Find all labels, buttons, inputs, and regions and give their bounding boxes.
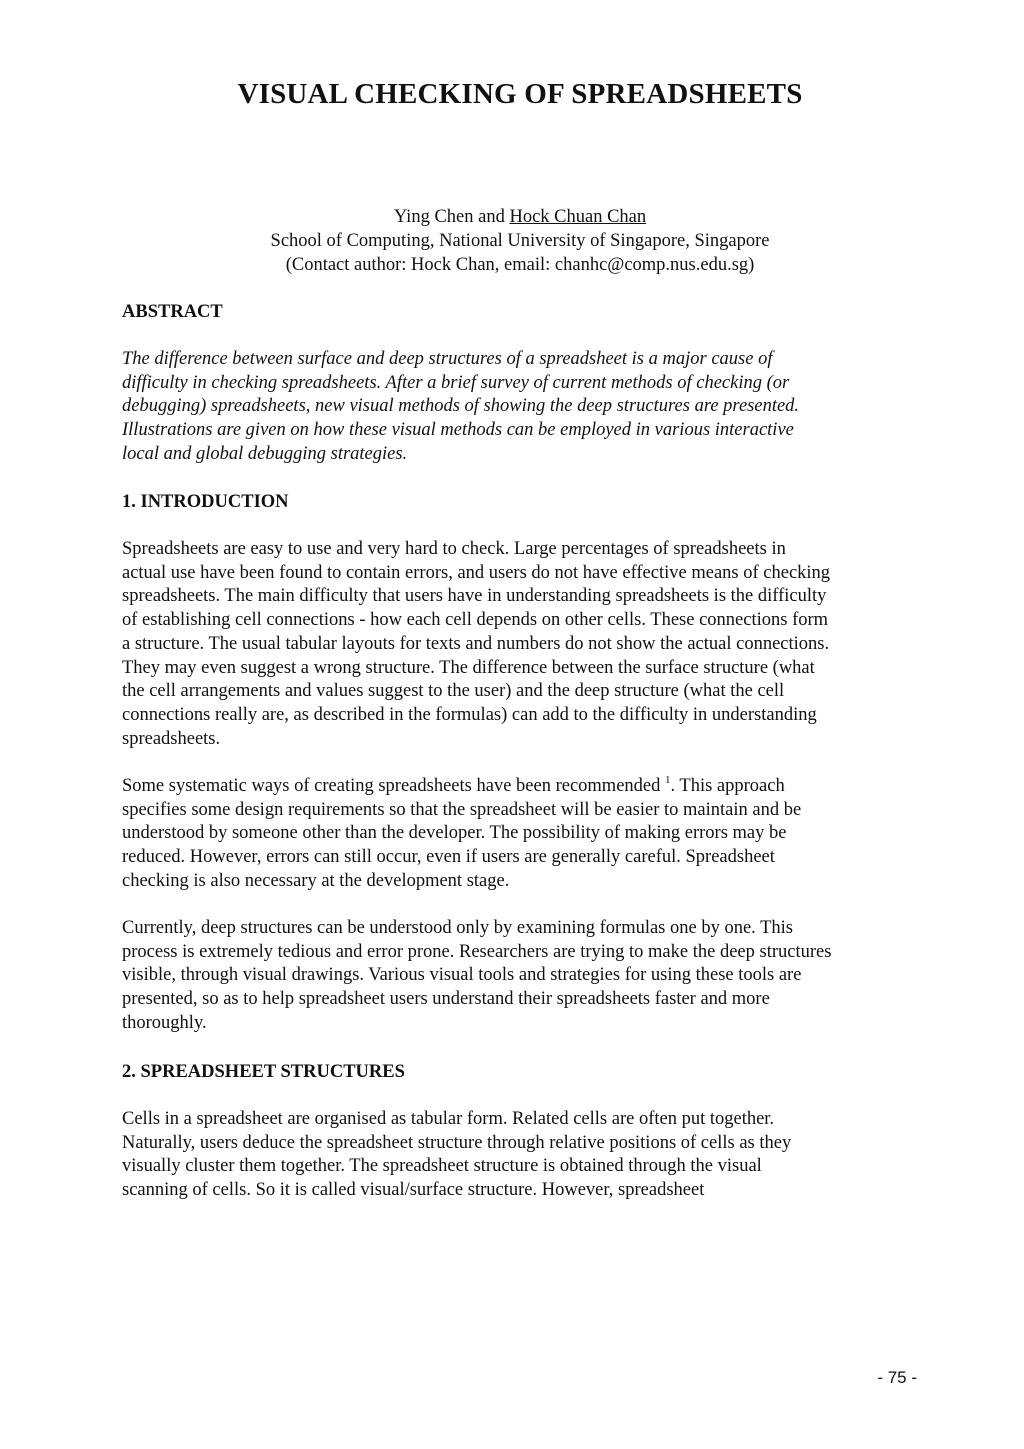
paragraph-line: thoroughly.	[122, 1012, 207, 1033]
abstract-line: Illustrations are given on how these visual methods can be employed in various interactive	[122, 420, 794, 441]
paragraph-line: Currently, deep structures can be understood only by examining formulas one by one. This	[122, 918, 793, 938]
structures-paragraph-1	[122, 1108, 922, 1203]
paragraph-line: They may even suggest a wrong structure. The difference between the surface structure (what	[122, 657, 815, 678]
abstract-line: debugging) spreadsheets, new visual methods of showing the deep structures are presented.	[122, 396, 800, 417]
paragraph-line: visible, through visual drawings. Various visual tools and strategies for using these tools are	[122, 965, 802, 986]
paragraph-line: Naturally, users deduce the spreadsheet structure through relative positions of cells as they	[122, 1132, 792, 1153]
paragraph-line: a structure. The usual tabular layouts for texts and numbers do not show the actual connections.	[122, 633, 830, 654]
paragraph-text: Some systematic ways of creating spreadsheets have been recommended	[122, 776, 665, 796]
paragraph-line: connections really are, as described in the formulas) can add to the difficulty in understanding	[122, 704, 817, 725]
paragraph-line	[122, 775, 922, 799]
author-affiliation: School of Computing, National University of Singapore, Singapore	[270, 231, 770, 251]
section-heading-spreadsheet-structures: 2. SPREADSHEET STRUCTURES	[122, 1062, 405, 1082]
paragraph-line: the cell arrangements and values suggest to the user) and the deep structure (what the cell	[122, 681, 785, 702]
paragraph-line: checking is also necessary at the development stage.	[122, 870, 510, 891]
intro-paragraph-2	[122, 775, 922, 894]
author-name: Ying Chen and	[393, 207, 510, 227]
author-block	[120, 205, 920, 277]
author-names	[120, 205, 920, 229]
section-heading-introduction: 1. INTRODUCTION	[122, 492, 289, 512]
paragraph-line: understood by someone other than the developer. The possibility of making errors may be	[122, 823, 787, 844]
paragraph-text: . This approach	[670, 776, 785, 796]
paragraph-line: presented, so as to help spreadsheet users understand their spreadsheets faster and more	[122, 989, 770, 1010]
abstract-line: The difference between surface and deep structures of a spreadsheet is a major cause of	[122, 349, 773, 369]
page-number: - 75 -	[877, 1368, 917, 1387]
intro-paragraph-3	[122, 917, 922, 1036]
paragraph-line: process is extremely tedious and error prone. Researchers are trying to make the deep structures	[122, 941, 832, 962]
intro-paragraph-1	[122, 538, 922, 751]
paper-title: VISUAL CHECKING OF SPREADSHEETS	[237, 78, 803, 110]
abstract-line: difficulty in checking spreadsheets. After a brief survey of current methods of checking (or	[122, 372, 790, 393]
reference-marker[interactable]: 1	[665, 774, 671, 786]
abstract-line: local and global debugging strategies.	[122, 443, 408, 464]
paragraph-line: Cells in a spreadsheet are organised as tabular form. Related cells are often put together.	[122, 1109, 775, 1129]
abstract-text	[122, 348, 922, 467]
abstract-heading: ABSTRACT	[122, 302, 223, 322]
paragraph-line: scanning of cells. So it is called visual/surface structure. However, spreadsheet	[122, 1180, 705, 1201]
paragraph-line: reduced. However, errors can still occur, even if users are generally careful. Spreadsheet	[122, 847, 775, 868]
paragraph-line: spreadsheets.	[122, 728, 221, 749]
paragraph-line: actual use have been found to contain errors, and users do not have effective means of checking	[122, 562, 831, 583]
paragraph-line: Spreadsheets are easy to use and very hard to check. Large percentages of spreadsheets in	[122, 539, 786, 559]
author-contact: (Contact author: Hock Chan, email: chanhc@comp.nus.edu.sg)	[285, 255, 755, 275]
paragraph-line: of establishing cell connections - how each cell depends on other cells. These connections form	[122, 610, 829, 631]
paragraph-line: spreadsheets. The main difficulty that users have in understanding spreadsheets is the difficulty	[122, 586, 827, 607]
paragraph-line: specifies some design requirements so that the spreadsheet will be easier to maintain and be	[122, 799, 802, 820]
corresponding-author-link[interactable]: Hock Chuan Chan	[509, 207, 647, 227]
paragraph-line: visually cluster them together. The spreadsheet structure is obtained through the visual	[122, 1156, 762, 1177]
